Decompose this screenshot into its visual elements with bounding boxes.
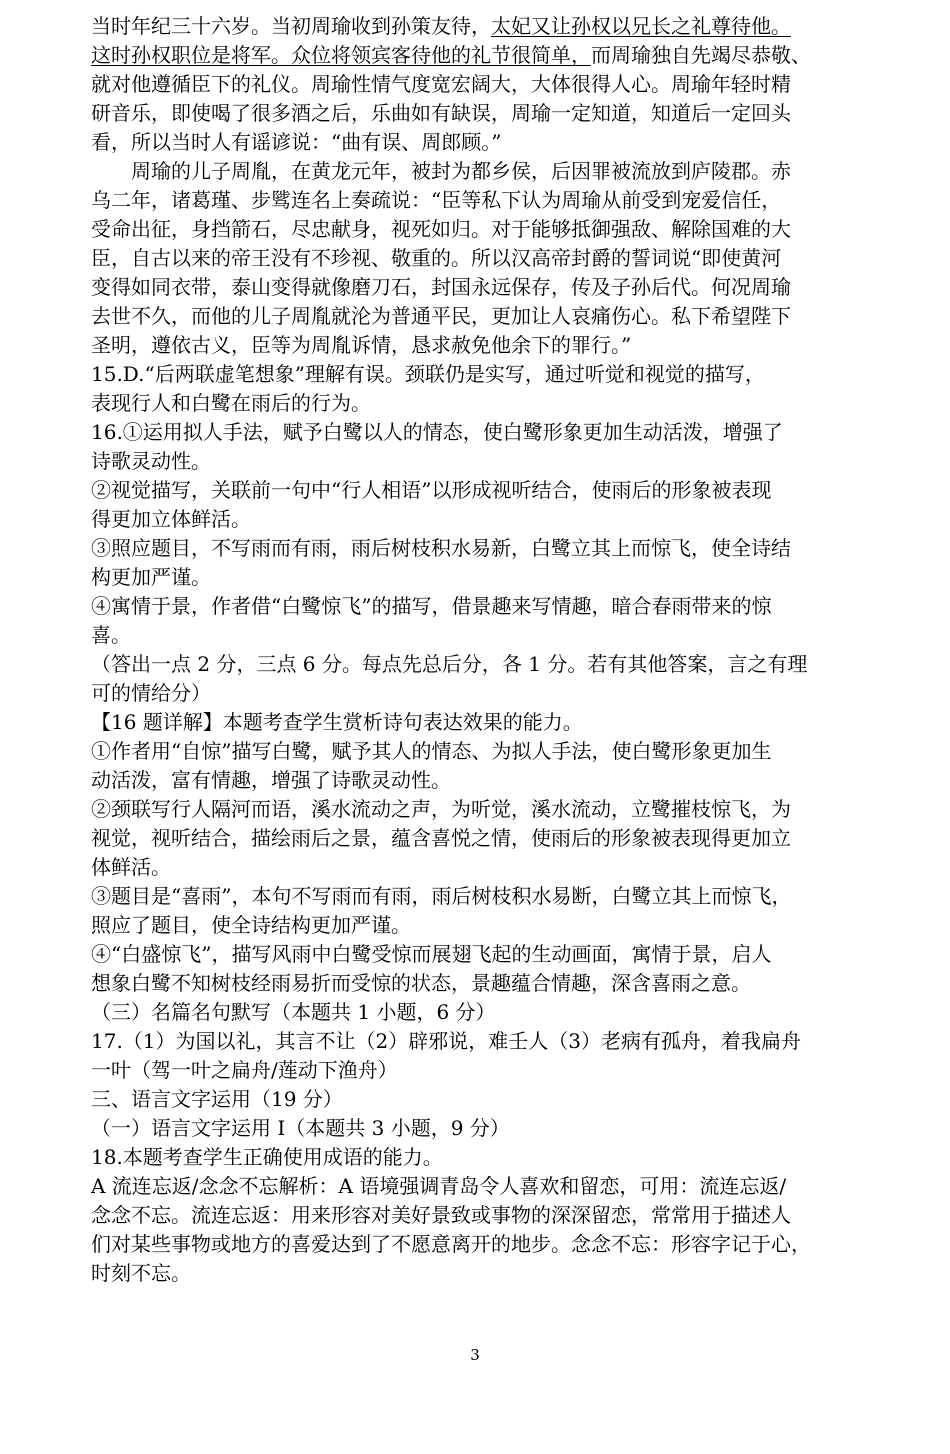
text-line: 17.（1）为国以礼，其言不让（2）辟邪说，难壬人（3）老病有孤舟，着我扁舟 [91,1029,801,1053]
text-line: 研音乐，即使喝了很多酒之后，乐曲如有缺误，周瑜一定知道，知道后一定回头 [91,101,791,125]
text-span: 当时年纪三十六岁。当初周瑜收到孙策友待， [91,14,491,38]
text-line: ③题目是“喜雨”，本句不写雨而有雨，雨后树枝积水易断，白鹭立其上而惊飞， [91,884,792,908]
text-line [91,12,871,41]
text-line: 时刻不忘。 [91,1261,191,1285]
text-line: 念念不忘。流连忘返：用来形容对美好景致或事物的深深留恋，常常用于描述人 [91,1203,791,1227]
text-line: ④寓情于景，作者借“白鹭惊飞”的描写，借景趣来写情趣，暗合春雨带来的惊 [91,594,772,618]
text-line: 一叶（驾一叶之扁舟/莲动下渔舟） [91,1058,398,1082]
text-line: A 流连忘返/念念不忘解析：A 语境强调青岛令人喜欢和留恋，可用：流连忘返/ [91,1174,787,1198]
text-line: ③照应题目，不写雨而有雨，雨后树枝积水易新，白鹭立其上而惊飞，使全诗结 [91,536,791,560]
text-line: 表现行人和白鹭在雨后的行为。 [91,391,371,415]
text-line: ①作者用“自惊”描写白鹭，赋予其人的情态、为拟人手法，使白鹭形象更加生 [91,739,772,763]
text-line: 得更加立体鲜活。 [91,507,251,531]
text-line: ②颈联写行人隔河而语，溪水流动之声，为听觉，溪水流动，立鹭摧枝惊飞，为 [91,797,791,821]
text-line: 看，所以当时人有谣谚说：“曲有误、周郎顾。” [91,130,502,154]
text-line: 受命出征，身挡箭石，尽忠献身，视死如归。对于能够抵御强敌、解除国难的大 [91,217,791,241]
text-line: 想象白鹭不知树枝经雨易折而受惊的状态，景趣蕴合情趣，深含喜雨之意。 [91,971,751,995]
text-line: （一）语言文字运用 I（本题共 3 小题，9 分） [91,1116,510,1140]
text-line: ④“白盛惊飞”，描写风雨中白鹭受惊而展翅飞起的生动画面，寓情于景，启人 [91,942,772,966]
text-line: 周瑜的儿子周胤，在黄龙元年，被封为都乡侯，后因罪被流放到庐陵郡。赤 [91,159,791,183]
text-line: 诗歌灵动性。 [91,449,211,473]
text-line: 三、语言文字运用（19 分） [91,1087,343,1111]
page-number: 3 [470,1346,480,1364]
text-line: 去世不久，而他的儿子周胤就沦为普通平民，更加让人哀痛伤心。私下希望陛下 [91,304,791,328]
text-line [91,41,871,70]
text-line: 就对他遵循臣下的礼仪。周瑜性情气度宽宏阔大，大体很得人心。周瑜年轻时精 [91,72,791,96]
underlined-text: 这时孙权职位是将军。众位将领宾客待他的礼节很简单， [91,43,591,67]
text-line: 构更加严谨。 [91,565,211,589]
underlined-text: 太妃又让孙权以兄长之礼尊待他。 [491,14,791,38]
text-line: 18.本题考查学生正确使用成语的能力。 [91,1145,443,1169]
text-line: 16.①运用拟人手法，赋予白鹭以人的情态，使白鹭形象更加生动活泼，增强了 [91,420,783,444]
text-line: 动活泼，富有情趣，增强了诗歌灵动性。 [91,768,451,792]
text-line: 喜。 [91,623,131,647]
text-line: 照应了题目，使全诗结构更加严谨。 [91,913,411,937]
text-line: 体鲜活。 [91,855,171,879]
text-span: 而周瑜独自先竭尽恭敬、 [591,43,811,67]
text-line: 【16 题详解】本题考查学生赏析诗句表达效果的能力。 [91,710,583,734]
text-line: 圣明，遵依古义，臣等为周胤诉情，恳求赦免他余下的罪行。” [91,333,632,357]
text-line: 臣，自古以来的帝王没有不珍视、敬重的。所以汉高帝封爵的誓词说“即使黄河 [91,246,782,270]
text-line: （三）名篇名句默写（本题共 1 小题，6 分） [91,1000,496,1024]
text-line: 们对某些事物或地方的喜爱达到了不愿意离开的地步。念念不忘：形容字记于心， [91,1232,811,1256]
text-line: 视觉，视听结合，描绘雨后之景，蕴含喜悦之情，使雨后的形象被表现得更加立 [91,826,791,850]
text-line: 乌二年，诸葛瑾、步骘连名上奏疏说：“臣等私下认为周瑜从前受到宠爱信任， [91,188,782,212]
document-body [91,12,871,1288]
text-line: （答出一点 2 分，三点 6 分。每点先总后分，各 1 分。若有其他答案，言之有理 [91,652,808,676]
text-line: 可的情给分） [91,681,211,705]
text-line: ②视觉描写，关联前一句中“行人相语”以形成视听结合，使雨后的形象被表现 [91,478,772,502]
text-line: 15.D.“后两联虚笔想象”理解有误。颈联仍是实写，通过听觉和视觉的描写， [91,362,765,386]
text-line: 变得如同衣带，泰山变得就像磨刀石，封国永远保存，传及子孙后代。何况周瑜 [91,275,791,299]
